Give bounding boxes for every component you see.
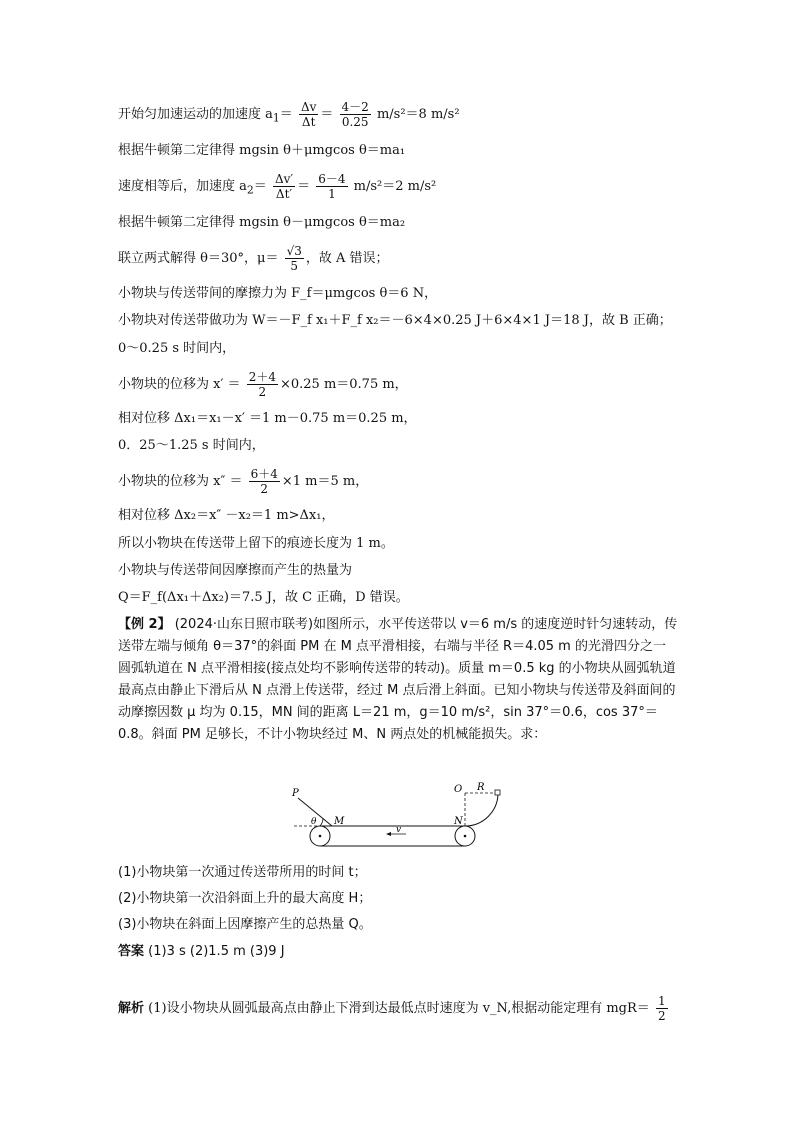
analysis-text: (1)设小物块从圆弧最高点由静止下滑到达最低点时速度为 v_N,根据动能定理有 mgR＝: [144, 1001, 650, 1016]
fraction: [273, 172, 295, 201]
solution-line: 所以小物块在传送带上留下的痕迹长度为 1 m。: [118, 536, 394, 551]
solution-line: 小物块与传送带间的摩擦力为 F_f＝μmgcos θ＝6 N，: [118, 286, 438, 301]
text: ×1 m＝5 m，: [281, 474, 369, 489]
numerator: 1: [657, 994, 666, 1008]
solution-line-displacement-2: [118, 467, 368, 496]
solution-line: 相对位移 Δx₂＝x″ －x₂＝1 m>Δx₁，: [118, 508, 335, 523]
solution-line: 小物块对传送带做功为 W＝－F_f x₁＋F_f x₂＝－6×4×0.25 J＋6×4×1 J＝18 J，故 B 正确；: [118, 313, 672, 328]
text: 开始匀加速运动的加速度 a: [118, 107, 273, 122]
angle-arc: [320, 818, 323, 826]
solution-line: 根据牛顿第二定律得 mgsin θ＋μmgcos θ＝ma₁: [118, 143, 406, 158]
numerator: 6＋4: [250, 467, 278, 481]
solution-line-acceleration-2: [118, 172, 436, 201]
text: m/s²＝2 m/s²: [349, 179, 437, 194]
denominator: 2: [657, 1009, 666, 1023]
numerator: 6－4: [318, 172, 346, 186]
denominator: 1: [328, 187, 336, 201]
analysis-label: 解析: [118, 1001, 145, 1016]
fraction: [247, 370, 278, 399]
fraction: [656, 994, 668, 1023]
text: m/s²＝8 m/s²: [372, 107, 460, 122]
solution-line: 根据牛顿第二定律得 mgsin θ－μmgcos θ＝ma₂: [118, 215, 406, 230]
question-1: (1)小物块第一次通过传送带所用的时间 t；: [118, 865, 367, 880]
solution-line: 相对位移 Δx₁＝x₁－x′ ＝1 m－0.75 m＝0.25 m，: [118, 411, 417, 426]
question-3: (3)小物块在斜面上因摩擦产生的总热量 Q。: [118, 917, 372, 932]
text: ＝: [320, 107, 334, 122]
conveyor-belt-figure: [280, 780, 540, 870]
fraction: [249, 467, 280, 496]
fraction: [299, 100, 318, 129]
question-2: (2)小物块第一次沿斜面上升的最大高度 H；: [118, 891, 372, 906]
text: 小物块的位移为 x′ ＝: [118, 377, 241, 392]
fraction: [316, 172, 347, 201]
small-block: [495, 790, 500, 795]
denominator: Δt′: [275, 187, 293, 201]
label-P: P: [292, 788, 299, 799]
quarter-circle-track: [465, 793, 498, 826]
velocity-arrowhead: [386, 832, 391, 836]
label-R: R: [477, 782, 485, 793]
answer-label: 答案: [118, 944, 145, 959]
left-pulley-axle: [319, 835, 322, 838]
text: ×0.25 m＝0.75 m，: [279, 377, 408, 392]
solution-line: 小物块与传送带间因摩擦而产生的热量为: [118, 563, 353, 578]
example-body: (2024·山东日照市联考)如图所示，水平传送带以 v＝6 m/s 的速度逆时针匀速转动，传送带左端与倾角 θ＝37°的斜面 PM 在 M 点平滑相接，右端与半径 R＝4.05 m 的光滑四分之一圆弧轨道在 N 点平滑相接(接点处均不影响传送带的转动)。质量 m＝0.5 kg 的小物块从圆弧轨道最高点由静止下滑后从 N 点滑上传送带，经过 M 点后滑上斜面。已知小物块与传送带及斜面间的动摩擦因数 μ 均为 0.15，MN 间的距离 L＝21 m，g＝10 m/s²，sin 37°＝0.6，cos 37°＝0.8。斜面 PM 足够长，不计小物块经过 M、N 两点处的机械能损失。求：: [118, 617, 678, 742]
denominator: 2: [258, 385, 267, 399]
text: ＝: [297, 179, 311, 194]
denominator: 0.25: [341, 115, 369, 129]
right-pulley-axle: [464, 835, 467, 838]
denominator: Δt: [301, 115, 316, 129]
example-label: 【例 2】: [118, 617, 171, 632]
numerator: 4－2: [341, 100, 369, 114]
analysis-line: [118, 994, 670, 1023]
numerator: Δv′: [274, 172, 294, 186]
denominator: 2: [260, 482, 269, 496]
subscript: 1: [272, 111, 280, 125]
label-theta: θ: [311, 817, 317, 827]
label-M: M: [334, 816, 345, 827]
text: 联立两式解得 θ＝30°，μ＝: [118, 251, 279, 266]
label-O: O: [454, 784, 463, 795]
solution-line-acceleration-1: [118, 100, 460, 129]
subscript: 2: [246, 183, 254, 197]
text: ＝: [253, 179, 267, 194]
numerator: 2＋4: [248, 370, 276, 384]
solution-line: Q＝F_f(Δx₁＋Δx₂)＝7.5 J，故 C 正确，D 错误。: [118, 590, 409, 605]
answer-text: (1)3 s (2)1.5 m (3)9 J: [144, 944, 285, 959]
answer-line: [118, 943, 285, 961]
numerator: √3: [286, 244, 302, 258]
label-v: v: [396, 825, 402, 835]
text: ＝: [279, 107, 293, 122]
solution-line: 0～0.25 s 时间内，: [118, 341, 236, 356]
text: 小物块的位移为 x″ ＝: [118, 474, 243, 489]
solution-line: 0．25～1.25 s 时间内，: [118, 438, 265, 453]
text: ，故 A 错误；: [305, 251, 389, 266]
solution-line-solve: [118, 244, 389, 273]
fraction: [285, 244, 304, 273]
fraction: [340, 100, 371, 129]
label-N: N: [454, 816, 463, 827]
example-problem-text: [118, 614, 678, 746]
text: 速度相等后，加速度 a: [118, 179, 247, 194]
numerator: Δv: [300, 100, 317, 114]
solution-line-displacement-1: [118, 370, 408, 399]
denominator: 5: [290, 259, 299, 273]
